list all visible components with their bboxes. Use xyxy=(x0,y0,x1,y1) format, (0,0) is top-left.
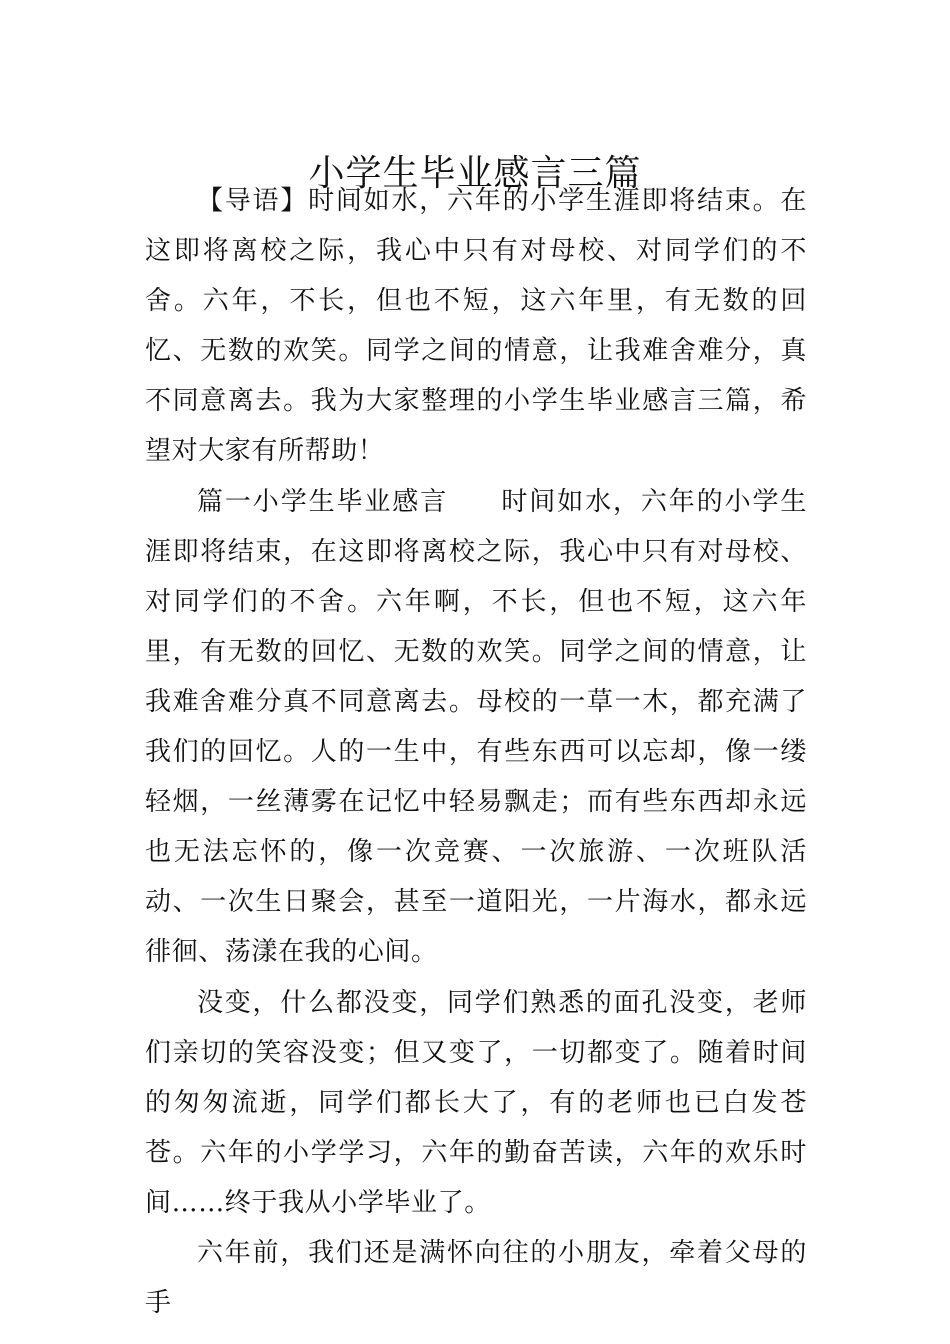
section-one-paragraph xyxy=(145,477,807,978)
body-paragraph: 六年前，我们还是满怀向往的小朋友，牵着父母的手 xyxy=(145,1237,807,1319)
section-one-text: 时间如水，六年的小学生涯即将结束，在这即将离校之际，我心中只有对母校、对同学们的不舍。六年啊，不长，但也不短，这六年里，有无数的回忆、无数的欢笑。同学之间的情意，让我难舍难分真不同意离去。母校的一草一木，都充满了我们的回忆。人的一生中，有些东西可以忘却，像一缕轻烟，一丝薄雾在记忆中轻易飘走；而有些东西却永远也无法忘怀的，像一次竞赛、一次旅游、一次班队活动、一次生日聚会，甚至一道阳光，一片海水，都永远徘徊、荡漾在我的心间。 xyxy=(145,486,807,968)
body-paragraph: 没变，什么都没变，同学们熟悉的面孔没变，老师们亲切的笑容没变；但又变了，一切都变了。随着时间的匆匆流逝，同学们都长大了，有的老师也已白发苍苍。六年的小学学习，六年的勤奋苦读，六年的欢乐时间……终于我从小学毕业了。 xyxy=(145,987,807,1218)
document-title: 小学生毕业感言三篇 xyxy=(308,153,642,195)
document-body xyxy=(145,176,807,1328)
section-one-heading: 篇一小学生毕业感言 xyxy=(197,486,449,517)
intro-paragraph: 【导语】时间如水，六年的小学生涯即将结束。在这即将离校之际，我心中只有对母校、对同学们的不舍。六年，不长，但也不短，这六年里，有无数的回忆、无数的欢笑。同学之间的情意，让我难舍难分，真不同意离去。我为大家整理的小学生毕业感言三篇，希望对大家有所帮助！ xyxy=(145,186,807,467)
